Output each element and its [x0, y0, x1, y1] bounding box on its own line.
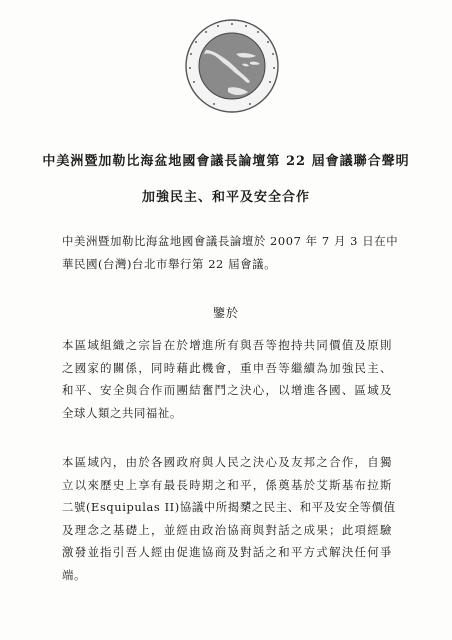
paragraph-line: 華民國(台灣)台北市舉行第 22 屆會議。 [62, 256, 277, 271]
paragraph-line: 全球人類之共同福祉。 [62, 405, 182, 420]
section-heading: 鑒於 [212, 306, 239, 320]
paragraph-line: 端。 [62, 567, 86, 582]
paragraph-line: 本區域組織之宗旨在於增進所有與吾等抱持共同價值及原則 [62, 338, 392, 352]
forum-seal-logo [184, 18, 280, 114]
paragraph-line: 二號(Esquipulas II)協議中所揭櫫之民主、和平及安全等價值 [62, 500, 396, 514]
whereas-paragraph-2 [62, 451, 396, 586]
paragraph-line: 本區域內，由於各國政府與人民之決心及友邦之合作，自獨 [62, 455, 392, 469]
document-subtitle: 加強民主、和平及安全合作 [141, 190, 310, 205]
paragraph-line: 激發並指引吾人經由促進協商及對話之和平方式解決任何爭 [62, 545, 392, 559]
paragraph-line: 之國家的關係，同時藉此機會，重申吾等繼續為加強民主、 [62, 360, 392, 375]
paragraph-line: 立以來歷史上享有最長時期之和平，係奠基於艾斯基布拉斯 [62, 477, 392, 492]
document-title: 中美洲暨加勒比海盆地國會議長論壇第 22 屆會議聯合聲明 [42, 154, 410, 169]
paragraph-line: 和平、安全與合作而團結奮鬥之決心，以增進各國、區域及 [62, 383, 392, 397]
intro-paragraph [62, 230, 399, 275]
paragraph-line: 及理念之基礎上，並經由政治協商與對話之成果；此項經驗 [62, 522, 392, 537]
whereas-paragraph-1 [62, 334, 392, 424]
paragraph-line: 中美洲暨加勒比海盆地國會議長論壇於 2007 年 7 月 3 日在中 [62, 234, 399, 248]
